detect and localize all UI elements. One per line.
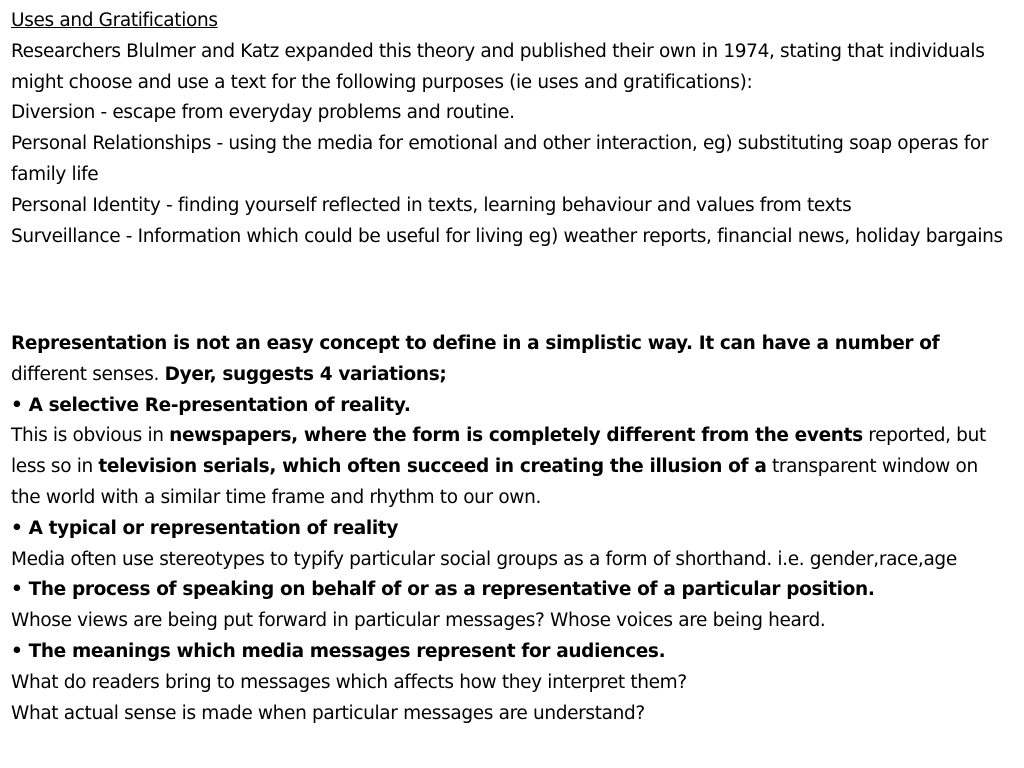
variation-1-text-e: transparent window on the world with a similar time frame and rhythm to our own.: [11, 456, 978, 508]
variation-2-title: • A typical or representation of reality: [11, 517, 399, 539]
variation-3-text: Whose views are being put forward in particular messages? Whose voices are being heard.: [11, 610, 826, 632]
gratification-diversion: Diversion - escape from everyday problems and routine.: [11, 102, 515, 124]
gratification-surveillance: Surveillance - Information which could be useful for living eg) weather reports, financial news, holiday bargains: [11, 225, 1003, 247]
representation-intro: [11, 329, 1011, 391]
representation-intro-normal: different senses.: [11, 363, 165, 385]
variation-1-text: [11, 421, 1011, 513]
uses-gratifications-intro: Researchers Blulmer and Katz expanded this theory and published their own in 1974, stating that individuals might choose and use a text for the following purposes (ie uses and gratifications):: [11, 40, 985, 93]
gratification-personal-identity: Personal Identity - finding yourself reflected in texts, learning behaviour and values from texts: [11, 194, 852, 216]
variation-4-text-2: What actual sense is made when particular messages are understand?: [11, 702, 645, 724]
representation-dyer: Dyer, suggests 4 variations;: [164, 363, 447, 385]
variation-1-title: • A selective Re-presentation of reality.: [11, 394, 411, 416]
uses-gratifications-textbox: [11, 6, 1011, 252]
variation-4-title: • The meanings which media messages represent for audiences.: [11, 640, 666, 662]
variation-1-text-b: newspapers, where the form is completely different from the events: [169, 425, 863, 447]
gratification-personal-relationships: Personal Relationships - using the media for emotional and other interaction, eg) substituting soap operas for family life: [11, 133, 989, 185]
representation-intro-bold: Representation is not an easy concept to define in a simplistic way. It can have a number of: [11, 333, 940, 354]
uses-gratifications-heading: Uses and Gratifications: [11, 10, 218, 31]
variation-4-text-1: What do readers bring to messages which affects how they interpret them?: [11, 671, 687, 693]
variation-1-text-d: television serials, which often succeed in creating the illusion of a: [98, 456, 767, 478]
variation-3-title: • The process of speaking on behalf of or as a representative of a particular position.: [11, 579, 875, 601]
variation-1-text-a: This is obvious in: [11, 425, 170, 447]
representation-textbox: [11, 329, 1011, 729]
variation-2-text: Media often use stereotypes to typify particular social groups as a form of shorthand. i.e. gender,race,age: [11, 548, 957, 570]
variation-1-text-c: reported, but less so in: [11, 425, 986, 478]
